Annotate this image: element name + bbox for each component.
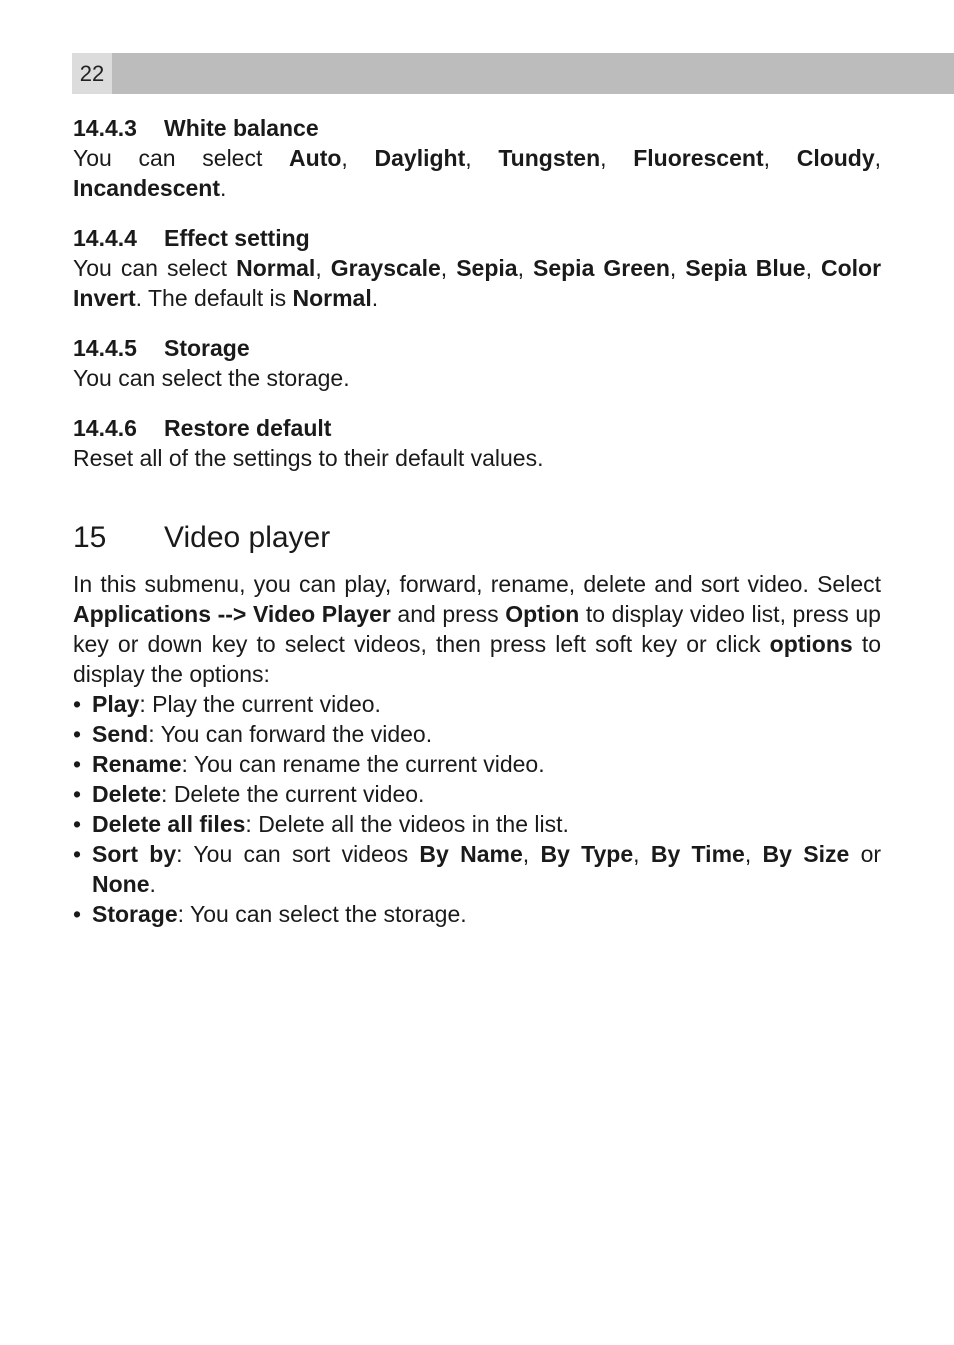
- text-run: . The default is: [135, 285, 293, 311]
- bold-term: Delete all files: [92, 811, 246, 837]
- section-heading: [73, 223, 881, 253]
- section-number: 14.4.6: [73, 415, 137, 441]
- text-run: ,: [669, 255, 686, 281]
- text-run: ,: [600, 145, 634, 171]
- bold-term: Normal: [236, 255, 316, 281]
- bold-term: By Type: [540, 841, 634, 867]
- section-title: Restore default: [164, 415, 332, 441]
- bold-term: Auto: [289, 145, 342, 171]
- list-item: [73, 779, 881, 809]
- text-run: : Delete the current video.: [161, 781, 425, 807]
- list-item: [73, 689, 881, 719]
- text-run: ,: [633, 841, 651, 867]
- bold-term: Sort by: [92, 841, 177, 867]
- bullet-icon: •: [73, 691, 82, 717]
- bold-term: Fluorescent: [633, 145, 764, 171]
- chapter-title: Video player: [164, 521, 331, 554]
- bold-term: Cloudy: [796, 145, 875, 171]
- subsections: [73, 113, 881, 473]
- bold-term: Daylight: [374, 145, 466, 171]
- section-heading: [73, 333, 881, 363]
- text-run: .: [149, 871, 156, 897]
- text-run: : You can select the storage.: [177, 901, 467, 927]
- section-14-4-6: [73, 413, 881, 473]
- text-run: or: [849, 841, 882, 867]
- section-title: Storage: [164, 335, 250, 361]
- bold-term: Tungsten: [498, 145, 601, 171]
- text-run: Reset all of the settings to their default values.: [73, 445, 544, 471]
- bold-term: By Time: [650, 841, 745, 867]
- text-run: to display the options:: [73, 631, 881, 687]
- bold-term: Storage: [92, 901, 178, 927]
- section-title: White balance: [164, 115, 319, 141]
- text-run: .: [220, 175, 227, 201]
- section-number: 14.4.5: [73, 335, 137, 361]
- page-content: [73, 113, 881, 929]
- section-body: [73, 443, 881, 473]
- text-run: ,: [874, 145, 882, 171]
- text-run: : You can sort videos: [176, 841, 420, 867]
- section-body: [73, 143, 881, 203]
- text-run: to display video list, press up key or down key to select videos, then press left soft key or click: [73, 601, 881, 657]
- bold-term: Play: [92, 691, 140, 717]
- list-item: [73, 719, 881, 749]
- list-item: [73, 809, 881, 839]
- text-run: : You can rename the current video.: [181, 751, 545, 777]
- text-run: ,: [341, 145, 375, 171]
- chapter-number: 15: [73, 521, 107, 554]
- text-run: You can select: [73, 145, 290, 171]
- text-run: ,: [440, 255, 457, 281]
- section-heading: [73, 413, 881, 443]
- section-heading: [73, 113, 881, 143]
- text-run: ,: [805, 255, 821, 281]
- section-14-4-5: [73, 333, 881, 393]
- text-run: ,: [522, 841, 541, 867]
- options-list: [73, 689, 881, 929]
- bold-term: Normal: [292, 285, 372, 311]
- bullet-icon: •: [73, 721, 82, 747]
- bold-term: By Size: [762, 841, 850, 867]
- bold-term: Sepia: [456, 255, 518, 281]
- text-run: ,: [763, 145, 797, 171]
- bullet-icon: •: [73, 751, 82, 777]
- page-header-bar: [72, 53, 954, 94]
- text-run: ,: [315, 255, 331, 281]
- list-item: [73, 899, 881, 929]
- section-title: Effect setting: [164, 225, 310, 251]
- bold-term: Delete: [92, 781, 162, 807]
- section-number: 14.4.4: [73, 225, 137, 251]
- chapter-heading: [73, 513, 881, 563]
- section-body: [73, 253, 881, 313]
- bold-term: Send: [92, 721, 149, 747]
- bullet-icon: •: [73, 841, 82, 867]
- bold-term: Color Invert: [73, 255, 882, 311]
- text-run: You can select the storage.: [73, 365, 350, 391]
- list-item: [73, 749, 881, 779]
- text-run: ,: [517, 255, 533, 281]
- bold-term: Sepia Green: [533, 255, 670, 281]
- bold-term: Grayscale: [330, 255, 441, 281]
- chapter-intro: [73, 569, 881, 689]
- bold-term: Incandescent: [73, 175, 220, 201]
- page-number: 22: [72, 53, 112, 94]
- text-run: and press: [390, 601, 506, 627]
- section-number: 14.4.3: [73, 115, 137, 141]
- text-run: .: [371, 285, 379, 311]
- bold-term: By Name: [419, 841, 523, 867]
- text-run: : Play the current video.: [139, 691, 381, 717]
- list-item: [73, 839, 881, 899]
- bold-term: options: [769, 631, 853, 657]
- bold-term: Sepia Blue: [685, 255, 806, 281]
- bold-term: None: [92, 871, 150, 897]
- section-14-4-4: [73, 223, 881, 313]
- bold-term: Applications --> Video Player: [73, 601, 391, 627]
- bold-term: Option: [505, 601, 580, 627]
- text-run: In this submenu, you can play, forward, rename, delete and sort video. Select: [73, 571, 881, 597]
- text-run: : Delete all the videos in the list.: [245, 811, 569, 837]
- text-run: You can select: [73, 255, 237, 281]
- bold-term: Rename: [92, 751, 182, 777]
- text-run: ,: [744, 841, 763, 867]
- bullet-icon: •: [73, 901, 82, 927]
- bullet-icon: •: [73, 781, 82, 807]
- section-body: [73, 363, 881, 393]
- text-run: ,: [465, 145, 499, 171]
- bullet-icon: •: [73, 811, 82, 837]
- section-14-4-3: [73, 113, 881, 203]
- text-run: : You can forward the video.: [148, 721, 433, 747]
